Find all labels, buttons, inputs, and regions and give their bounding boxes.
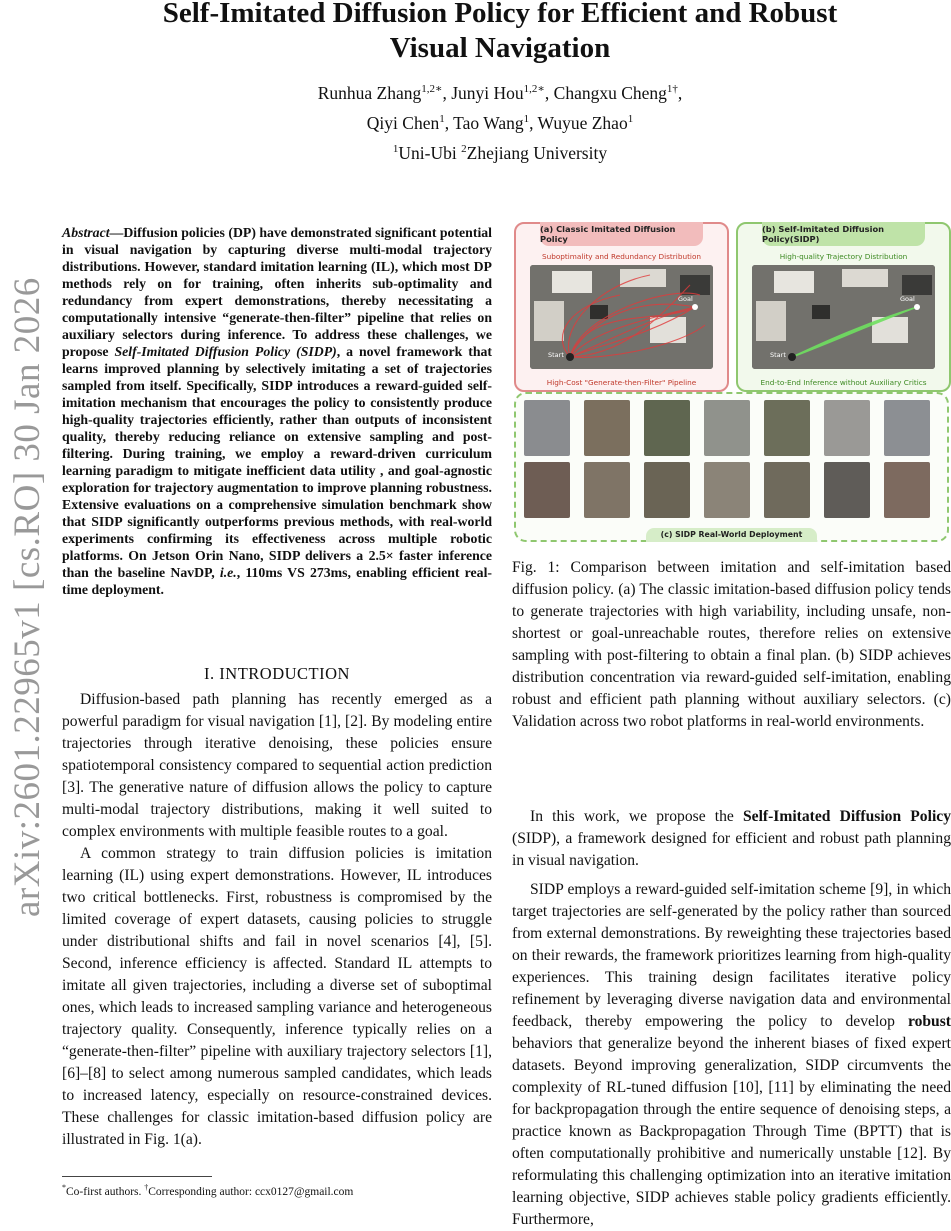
- robot-icon: [566, 353, 574, 361]
- desk-icon: [842, 269, 888, 287]
- affiliation-1: Uni-Ubi: [398, 142, 457, 163]
- section-heading: I. INTRODUCTION: [204, 664, 350, 683]
- author-line-2: Qiyi Chen$^1$, Tao Wang$^1$, Wuyue Zhao$^1$: [366, 112, 634, 133]
- footnote: [62, 1183, 353, 1198]
- start-label: Start: [548, 351, 564, 359]
- author-sup: 1†: [666, 83, 678, 95]
- goal-marker-icon: [692, 304, 698, 310]
- scene-photo: [824, 400, 870, 456]
- intro-paragraph-1: Diffusion-based path planning has recently emerged as a powerful paradigm for visual navigation [1], [2]. By modeling entire trajectories through iterative denoising, these policies ensure spatiotemporal consistency compared to sequential action prediction [3]. The generative nature of diffusion allows the policy to capture multi-modal trajectory distributions, making it well suited to complex environments with multiple feasible routes to a goal.: [62, 691, 492, 840]
- abstract-text-3: , 110ms VS 273ms, enabling efficient real-time deployment.: [62, 565, 493, 597]
- footnote-text: Corresponding author: ccx0127@gmail.com: [148, 1185, 354, 1198]
- chair-icon: [812, 305, 830, 319]
- scene-photo: [884, 462, 930, 518]
- paper-title: [80, 0, 920, 66]
- scene-photo: [764, 400, 810, 456]
- intro-body: [62, 689, 492, 1151]
- scene-photo: [704, 462, 750, 518]
- footnote-text: Co-first authors.: [66, 1185, 145, 1198]
- affiliations: [80, 136, 920, 166]
- arxiv-identifier: arXiv:2601.22965v1 [cs.RO] 30 Jan 2026: [7, 277, 48, 917]
- author-name: Qiyi Chen: [366, 112, 440, 133]
- panel-a-subtitle: Suboptimality and Redundancy Distribution: [541, 252, 702, 261]
- scene-photo: [644, 400, 690, 456]
- footnote-sup: *: [62, 1183, 66, 1192]
- robot-icon: [788, 353, 796, 361]
- panel-b-footer: End-to-End Inference without Auxiliary Critics: [760, 378, 927, 387]
- panel-sidp: [736, 222, 951, 392]
- desk-icon: [534, 301, 564, 341]
- scene-photo: [764, 462, 810, 518]
- author-name: Changxu Cheng: [553, 82, 667, 103]
- right-body: [512, 806, 951, 1231]
- author-sup: 1: [627, 112, 634, 125]
- right-paragraph-1: [512, 806, 951, 872]
- desk-icon: [620, 269, 666, 287]
- author-line-1: Runhua Zhang$^{1,2∗}$, Junyi Hou$^{1,2∗}$, Changxu Cheng$^{1\dagger}$,: [317, 82, 683, 103]
- scene-sidp: [752, 265, 935, 369]
- right-paragraph-2: [512, 879, 951, 1231]
- text-run: In this work, we propose the: [530, 808, 743, 825]
- sidp-bold: Self-Imitated Diffusion Policy: [742, 808, 951, 825]
- panel-deployment: [514, 392, 949, 542]
- abstract-text-2: , a novel framework that learns improved planning by selectively imitating a set of trajectories sampled from itself. Specifically, SIDP introduces a reward-guided self-imitation mechanism that encourages the policy to consistently produce high-quality trajectories efficiently, rather than outputs of inconsistent quality, thereby reducing reliance on extensive sampling and post-filtering. During training, we employ a reward-driven curriculum learning paradigm to mitigate inefficient data utility , and goal-agnostic exploration for trajectory augmentation to improve planning robustness. Extensive evaluations on a comprehensive simulation benchmark show that SIDP significantly outperforms previous methods, with real-world experiments confirming its effectiveness across multiple robotic platforms. On Jetson Orin Nano, SIDP delivers a 2.5× faster inference than the baseline NavDP,: [62, 344, 492, 580]
- goal-label: Goal: [678, 295, 693, 303]
- robot-photo: [524, 400, 570, 456]
- panel-a-footer: High-Cost "Generate-then-Filter" Pipeline: [546, 378, 697, 387]
- goal-label: Goal: [900, 295, 915, 303]
- chair-icon: [590, 305, 608, 319]
- text-run: behaviors that generalize beyond the inherent biases of fixed expert datasets. Beyond improving generalization, SIDP circumvents the complexity of RL-tuned diffusion [10], [11] by eliminating the need for backpropagation through the entire sequence of denoising steps, a practice known as Backpropagation Through Time (BPTT) that is often computationally prohibitive and numerically unstable [12]. By reformulating this challenging optimization into an iterative imitation learning objective, SIDP achieves stable policy gradients efficiently. Furthermore,: [512, 1035, 951, 1228]
- sidp-name: Self-Imitated Diffusion Policy (SIDP): [114, 344, 337, 359]
- footnote-rule: [62, 1176, 212, 1177]
- desk-icon: [756, 301, 786, 341]
- desk-icon: [650, 317, 686, 343]
- text-run: (SIDP), a framework designed for efficient and robust path planning in visual navigation.: [512, 830, 951, 869]
- ie-abbrev: i.e.: [219, 565, 237, 580]
- affiliation-2: Zhejiang University: [466, 142, 608, 163]
- intro-paragraph-2: A common strategy to train diffusion policies is imitation learning (IL) using expert demonstrations. However, IL introduces two critical bottlenecks. First, robustness is compromised by the limited coverage of expert datasets, causing policies to struggle under distributional shifts and fail in novel scenarios [4], [5]. Second, inference efficiency is affected. Standard IL attempts to imitate all given trajectories, including a diverse set of suboptimal ones, which leads to increased sampling variance and heterogeneous trajectory quality. Consequently, inference typically relies on a “generate-then-filter” pipeline with auxiliary trajectory selectors [1], [6]–[8] to select among numerous sampled candidates, which leads to increased latency, especially on resource-constrained devices. These challenges for classic imitation-based diffusion policy are illustrated in Fig. 1(a).: [62, 845, 492, 1148]
- goal-marker-icon: [914, 304, 920, 310]
- scene-classic: [530, 265, 713, 369]
- desk-icon: [774, 271, 814, 293]
- start-label: Start: [770, 351, 786, 359]
- robust-bold: robust: [907, 1013, 951, 1030]
- scene-photo: [584, 400, 630, 456]
- robot-photo: [524, 462, 570, 518]
- panel-classic: [514, 222, 729, 392]
- author-sup: 1,2∗: [421, 83, 443, 95]
- author-sup: 1: [523, 112, 530, 125]
- chair-icon: [680, 275, 710, 295]
- chair-icon: [902, 275, 932, 295]
- author-sup: 1: [439, 112, 445, 125]
- desk-icon: [552, 271, 592, 293]
- scene-photo: [824, 462, 870, 518]
- panel-a-title: (a) Classic Imitated Diffusion Policy: [540, 222, 703, 246]
- scene-photo: [584, 462, 630, 518]
- scene-photo: [884, 400, 930, 456]
- footnote-sup: †: [144, 1183, 149, 1192]
- scene-photo: [644, 462, 690, 518]
- abstract-text-1: —Diffusion policies (DP) have demonstrated significant potential in visual navigation by capturing diverse multi-modal trajectory distributions. However, standard imitation learning (IL), which most DP methods rely on for training, often inherits sub-optimality and redundancy from expert demonstrations, thereby necessitating a computationally intensive “generate-then-filter” pipeline that relies on auxiliary selectors during inference. To address these challenges, we propose: [62, 225, 493, 359]
- text-run: SIDP employs a reward-guided self-imitation scheme [9], in which target trajectories are self-generated by the policy rather than sourced from external demonstrations. By reweighting these trajectories based on their rewards, the framework prioritizes learning from high-quality experiences. This training design facilitates iterative policy refinement by leveraging diverse navigation data and environmental feedback, thereby empowering the policy to develop: [512, 881, 951, 1030]
- abstract: [62, 224, 492, 598]
- scene-photo: [704, 400, 750, 456]
- panel-c-title: (c) SIDP Real-World Deployment: [646, 528, 817, 542]
- title-line-2: Visual Navigation: [389, 32, 611, 64]
- author-name: Runhua Zhang: [317, 82, 422, 103]
- panel-b-title: (b) Self-Imitated Diffusion Policy(SIDP): [762, 222, 925, 246]
- author-name: Wuyue Zhao: [537, 112, 628, 133]
- author-block: [80, 76, 920, 165]
- figure-caption: Fig. 1: Comparison between imitation and self-imitation based diffusion policy. (a) The classic imitation-based diffusion policy tends to generate trajectories with high variability, including unsafe, non-shortest or goal-unreachable routes, therefore relies on extensive sampling with post-filtering to obtain a final plan. (b) SIDP achieves distribution concentration via reward-guided self-imitation, enabling robust and efficient path planning without auxiliary selectors. (c) Validation across two robot platforms in real-world environments.: [512, 559, 951, 730]
- author-name: Tao Wang: [453, 112, 524, 133]
- title-line-1: Self-Imitated Diffusion Policy for Efficient and Robust: [162, 0, 838, 29]
- abstract-label: Abstract: [62, 225, 110, 240]
- figure-1: [514, 220, 951, 542]
- author-sup: 1,2∗: [523, 83, 545, 95]
- panel-b-subtitle: High-quality Trajectory Distribution: [779, 252, 908, 261]
- affiliation-sup: 2: [461, 142, 467, 155]
- affiliation-sup: 1: [392, 142, 399, 155]
- author-name: Junyi Hou: [451, 82, 524, 103]
